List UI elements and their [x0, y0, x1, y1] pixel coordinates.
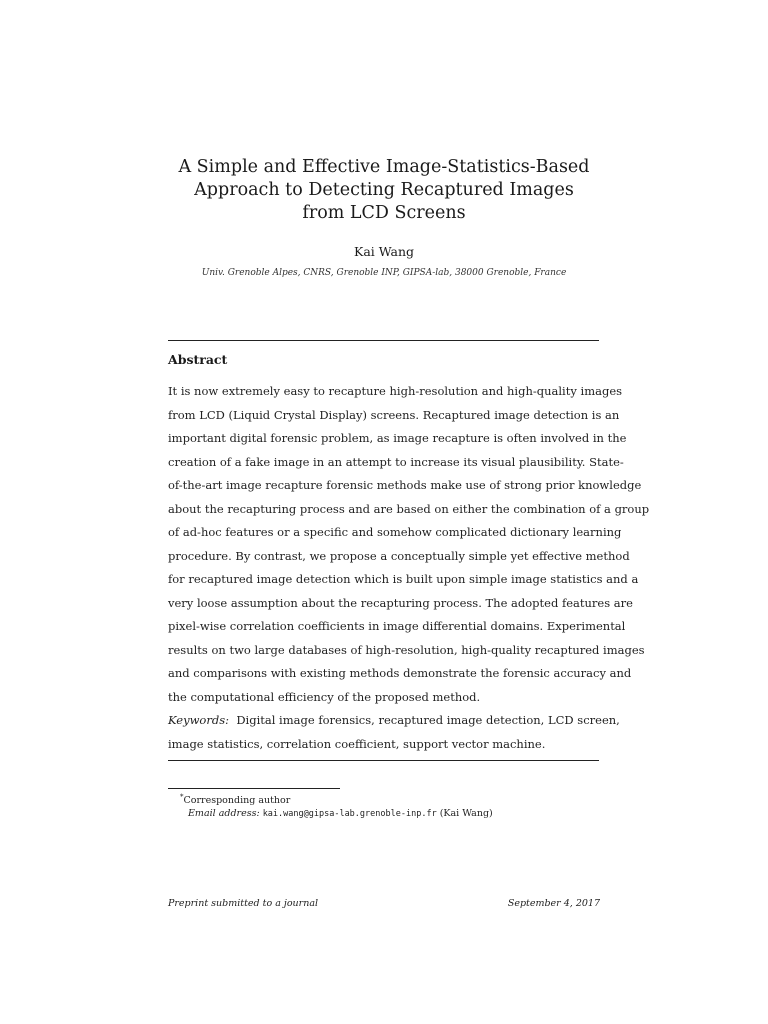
abstract-line: very loose assumption about the recapturing process. The adopted features are	[168, 595, 633, 610]
email-address: kai.wang@gipsa-lab.grenoble-inp.fr	[262, 809, 437, 820]
author-name: Kai Wang	[353, 244, 415, 259]
abstract-line: results on two large databases of high-resolution, high-quality recaptured images	[168, 642, 645, 657]
footnote-email	[168, 807, 493, 821]
title-line-3: from LCD Screens	[302, 203, 466, 223]
abstract-line: for recaptured image detection which is built upon simple image statistics and a	[168, 572, 639, 586]
footnote-marker: *	[180, 793, 184, 801]
abstract-line: creation of a fake image in an attempt to increase its visual plausibility. State-	[168, 454, 624, 469]
keywords-text-1: Digital image forensics, recaptured image detection, LCD screen,	[236, 713, 620, 727]
abstract-line: the computational efficiency of the proposed method.	[168, 689, 481, 704]
preprint-note: Preprint submitted to a journal	[168, 898, 319, 909]
abstract-heading: Abstract	[168, 352, 228, 367]
title-line-2: Approach to Detecting Recaptured Images	[194, 180, 574, 200]
abstract-bottom-rule	[168, 760, 599, 761]
keywords-label: Keywords:	[168, 713, 229, 727]
preprint-date: September 4, 2017	[507, 898, 600, 909]
author-affiliation: Univ. Grenoble Alpes, CNRS, Grenoble INP, GIPSA-lab, 38000 Grenoble, France	[201, 268, 567, 278]
email-suffix: (Kai Wang)	[439, 808, 493, 820]
keywords-line-2: image statistics, correlation coefficient, support vector machine.	[168, 736, 546, 751]
abstract-top-rule	[168, 340, 599, 341]
abstract-line: about the recapturing process and are based on either the combination of a group	[168, 501, 650, 516]
abstract-line: It is now extremely easy to recapture high-resolution and high-quality images	[168, 384, 623, 398]
abstract-line: and comparisons with existing methods demonstrate the forensic accuracy and	[168, 666, 632, 680]
footnote-rule	[168, 788, 340, 789]
footnote-corresponding	[168, 791, 493, 807]
abstract-line: of ad-hoc features or a specific and somehow complicated dictionary learning	[168, 525, 622, 539]
abstract-line: of-the-art image recapture forensic methods make use of strong prior knowledge	[168, 478, 642, 492]
title-line-1: A Simple and Effective Image-Statistics-Based	[178, 157, 590, 177]
abstract-line: pixel-wise correlation coefficients in image differential domains. Experimental	[168, 619, 626, 633]
abstract-line: procedure. By contrast, we propose a conceptually simple yet effective method	[168, 548, 630, 563]
abstract-line: important digital forensic problem, as image recapture is often involved in the	[168, 431, 627, 445]
paper-title	[0, 156, 768, 225]
keywords-line-1	[168, 709, 620, 733]
abstract-line: from LCD (Liquid Crystal Display) screens. Recaptured image detection is an	[168, 407, 620, 422]
email-label: Email address:	[188, 808, 260, 820]
footnote	[168, 791, 493, 821]
footnote-corresponding-text: Corresponding author	[183, 795, 291, 807]
abstract-body	[168, 380, 650, 756]
